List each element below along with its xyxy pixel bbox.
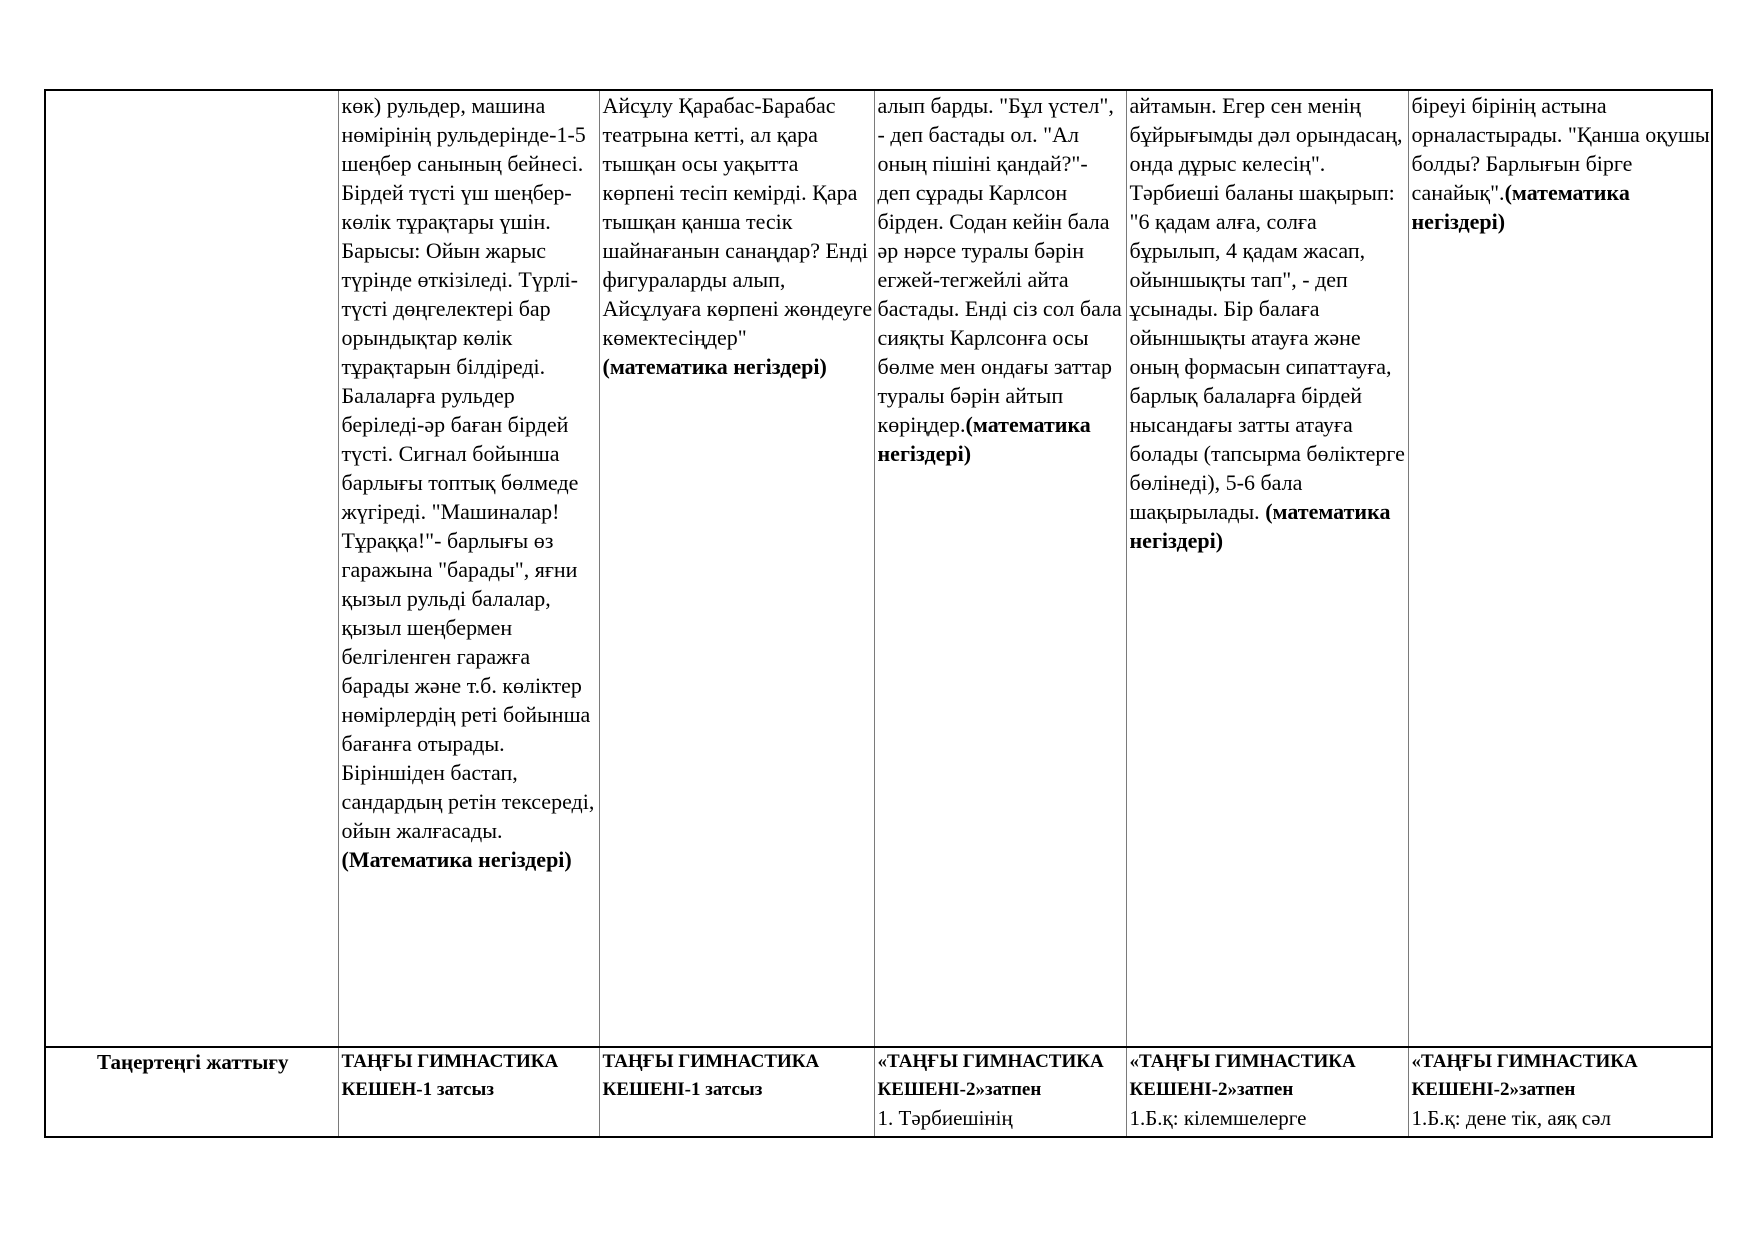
table-row (45, 90, 1712, 1047)
cell-text: 1.Б.қ: дене тік, аяқ сәл (1411, 1106, 1611, 1130)
cell-text: алып барды. "Бұл үстел", - деп бастады ол. "Ал оның пішіні қандай?"- деп сұрады Карлсон бірден. Содан кейін бала әр нәрсе туралы бәрін егжей-тегжейлі айта бастады. Енді сіз сол бала сияқты Карлсонға осы бөлме мен ондағы заттар туралы бәрін айтып көріңдер. (877, 93, 1122, 437)
cell-subject: (математика негіздері) (877, 412, 1091, 466)
gymnastics-title: ТАҢҒЫ ГИМНАСТИКА КЕШЕНІ-1 затсыз (602, 1051, 820, 1100)
cell-subject: (математика негіздері) (1411, 180, 1630, 234)
table-cell (599, 90, 874, 1047)
table-cell (874, 90, 1126, 1047)
cell-text: Айсұлу Қарабас-Барабас театрына кетті, ал қара тышқан осы уақытта көрпені тесіп кемірді. Қара тышқан қанша тесік шайнағанын санаңдар? Енді фигураларды алып, Айсұлуаға көрпені жөндеуге көмектесіңдер" (602, 93, 873, 350)
row-label-cell (45, 90, 338, 1047)
cell-text: айтамын. Егер сен менің бұйрығымды дәл орындасаң, онда дұрыс келесің". Тәрбиеші баланы шақырып: "6 қадам алға, солға бұрылып, 4 қадам жасап, ойыншықты тап", - деп ұсынады. Бір балаға ойыншықты атауға және оның формасын сипаттауға, барлық балаларға бірдей нысандағы затты атауға болады (тапсырма бөліктерге бөлінеді), 5-6 бала шақырылады. (1129, 93, 1405, 524)
gymnastics-title: «ТАҢҒЫ ГИМНАСТИКА КЕШЕНІ-2»затпен (877, 1051, 1104, 1100)
table-cell (338, 1047, 599, 1137)
cell-text: көк) рульдер, машина нөмірінің рульдерінде-1-5 шеңбер санының бейнесі. Бірдей түсті үш шеңбер-көлік тұрақтары үшін. Барысы: Ойын жарыс түрінде өткізіледі. Түрлі-түсті дөңгелектері бар орындықтар көлік тұрақтарын білдіреді. Балаларға рульдер беріледі-әр баған бірдей түсті. Сигнал бойынша барлығы топтық бөлмеде жүгіреді. "Машиналар! Тұраққа!"- барлығы өз гаражына "барады", яғни қызыл рульді балалар, қызыл шеңбермен белгіленген гаражға барады және т.б. көліктер нөмірлердің реті бойынша бағанға отырады. Біріншіден бастап, сандардың ретін тексереді, ойын жалғасады. (341, 93, 595, 843)
table-cell (1408, 90, 1712, 1047)
table-row (45, 1047, 1712, 1137)
table-cell (599, 1047, 874, 1137)
cell-text: біреуі бірінің астына орналастырады. "Қанша оқушы болды? Барлығын бірге санайық". (1411, 93, 1710, 205)
gymnastics-title: «ТАҢҒЫ ГИМНАСТИКА КЕШЕНІ-2»затпен (1129, 1051, 1356, 1100)
table-cell (874, 1047, 1126, 1137)
cell-text: 1. Тәрбиешінің (877, 1106, 1013, 1130)
table-cell (1126, 1047, 1408, 1137)
row-label: Таңертеңгі жаттығу (97, 1050, 289, 1074)
cell-subject: (Математика негіздері) (341, 847, 572, 872)
table-cell (1408, 1047, 1712, 1137)
lesson-plan-table (44, 89, 1713, 1138)
cell-subject: (математика негіздері) (1129, 499, 1391, 553)
table-cell (1126, 90, 1408, 1047)
gymnastics-title: ТАҢҒЫ ГИМНАСТИКА КЕШЕН-1 затсыз (341, 1051, 559, 1100)
row-label-cell (45, 1047, 338, 1137)
gymnastics-title: «ТАҢҒЫ ГИМНАСТИКА КЕШЕНІ-2»затпен (1411, 1051, 1638, 1100)
cell-text: 1.Б.қ: кілемшелерге (1129, 1106, 1307, 1130)
cell-subject: (математика негіздері) (602, 354, 827, 379)
table-cell (338, 90, 599, 1047)
